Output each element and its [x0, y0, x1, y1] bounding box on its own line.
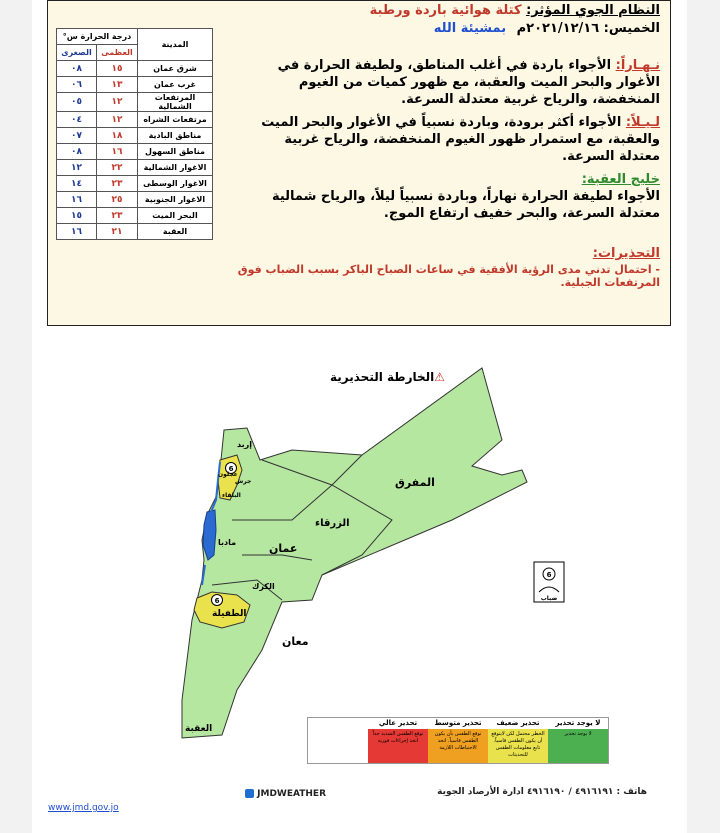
date-text: الخميس: ٢٠٢١/١٢/١٦م	[516, 21, 660, 36]
svg-text:6: 6	[228, 465, 234, 473]
brand-footer	[245, 789, 326, 799]
bulletin-page	[32, 0, 687, 833]
temp-header: درجة الحرارة س°	[57, 29, 138, 45]
min-temp-cell: ١٦	[57, 192, 97, 208]
brand-text: JMDWEATHER	[257, 789, 327, 799]
label-ajloun: عجلون	[218, 471, 238, 478]
legend-text: توقع الطقس بأن يكون الطقس قاسياً. اتخذ الاحتياطات اللازمة	[434, 731, 482, 751]
label-aqaba: العقبة	[185, 724, 213, 734]
legend-header: لا يوجد تحذير	[548, 718, 608, 729]
max-temp-cell: ١٣	[96, 77, 137, 93]
label-maan: معان	[282, 635, 309, 648]
legend-text: توقع الطقس الشديد جداً اتخذ إجراءات فورية	[372, 731, 424, 744]
label-balqa: البلقاء	[222, 492, 241, 499]
max-temp-cell: ٢٣	[96, 176, 137, 192]
svg-text:ضباب: ضباب	[540, 595, 558, 602]
label-madaba: مادبا	[218, 538, 237, 547]
city-cell: الاغوار الوسطى	[138, 176, 213, 192]
website-link[interactable]: www.jmd.gov.jo	[48, 803, 119, 813]
min-temp-cell: ٠٦	[57, 77, 97, 93]
legend-item	[488, 718, 548, 763]
min-temp-cell: ٠٨	[57, 144, 97, 160]
min-temp-cell: ٠٧	[57, 128, 97, 144]
warnings-text: - احتمال تدني مدى الرؤية الأفقية في ساعات الصباح الباكر بسبب الضباب فوق المرتفعات الجبلية.	[237, 263, 660, 289]
legend-item	[368, 718, 428, 763]
map-region-green	[182, 368, 527, 738]
city-cell: الاغوار الجنوبية	[138, 192, 213, 208]
city-cell: مناطق السهول	[138, 144, 213, 160]
label-jerash: جرش	[235, 478, 252, 485]
fog-legend-symbol	[534, 562, 564, 602]
legend-item	[428, 718, 488, 763]
map-title-text: الخارطة التحذيرية	[330, 370, 435, 384]
max-temp-cell: ١٢	[96, 93, 137, 112]
min-temp-cell: ١٢	[57, 160, 97, 176]
label-zarqa: الزرقاء	[315, 518, 350, 529]
min-temp-cell: ٠٨	[57, 61, 97, 77]
system-value: كتلة هوائية باردة ورطبة	[369, 3, 522, 18]
min-temp-cell: ٠٤	[57, 112, 97, 128]
max-temp-cell: ٢٥	[96, 192, 137, 208]
day-key: نـهـاراً:	[615, 58, 660, 73]
city-cell: الاغوار الشمالية	[138, 160, 213, 176]
legend-text: الخطر محتمل لكن لايتوقع أن يكون الطقس قاسياً. تابع معلومات الطقس للتحديثات	[491, 731, 545, 758]
max-temp-cell: ١٨	[96, 128, 137, 144]
warnings-title: التحذيرات:	[592, 246, 660, 261]
city-cell: شرق عمان	[138, 61, 213, 77]
label-tafilah: الطفيلة	[212, 609, 247, 619]
phone-footer: هاتف : ٤٩١٦١٩١ / ٤٩١٦١٩٠ ادارة الأرصاد الجوية	[437, 787, 647, 797]
min-temp-cell: ١٦	[57, 224, 97, 240]
city-cell: مرتفعات الشراه	[138, 112, 213, 128]
night-key: لـيـلاً:	[625, 115, 660, 130]
min-temp-cell: ٠٥	[57, 93, 97, 112]
warning-legend	[307, 717, 609, 764]
weather-app-icon	[245, 789, 254, 798]
fog-symbol-south	[212, 595, 223, 606]
aqaba-gulf-title: خليج العقبة:	[581, 172, 660, 187]
city-cell: غرب عمان	[138, 77, 213, 93]
max-temp-cell: ٢١	[96, 224, 137, 240]
legend-header: تحذير متوسط	[428, 718, 488, 729]
aqaba-gulf-text: الأجواء لطيفة الحرارة نهاراً، وباردة نسبياً ليلاً، والرياح شمالية معتدلة السرعة، والبحر خفيف ارتفاع الموج.	[271, 189, 660, 221]
city-cell: البحر الميت	[138, 208, 213, 224]
min-temp-cell: ١٤	[57, 176, 97, 192]
city-cell: المرتفعات الشمالية	[138, 93, 213, 112]
legend-text: لا يوجد تحذير	[564, 731, 592, 737]
night-text: الأجواء أكثر برودة، وباردة نسبياً في الأغوار والبحر الميت والعقبة، مع استمرار ظهور الغيوم المنخفضة، والرياح غربية معتدلة السرعة.	[261, 115, 660, 164]
label-irbid: إربد	[237, 440, 252, 449]
max-temp-cell: ١٢	[96, 112, 137, 128]
min-header: الصغرى	[57, 45, 97, 61]
label-mafraq: المفرق	[395, 476, 435, 489]
legend-header: تحذير عالي	[368, 718, 428, 729]
city-header: المدينة	[138, 29, 213, 61]
warning-triangle-icon: ⚠	[434, 370, 446, 384]
min-temp-cell: ١٥	[57, 208, 97, 224]
city-cell: مناطق البادية	[138, 128, 213, 144]
label-karak: الكرك	[252, 582, 275, 591]
max-temp-cell: ٢٢	[96, 160, 137, 176]
svg-text:6: 6	[546, 571, 552, 579]
max-temp-cell: ٢٣	[96, 208, 137, 224]
inshallah-text: بمشيئة الله	[433, 21, 507, 36]
label-amman: عمان	[269, 542, 298, 555]
jordan-warning-map	[32, 0, 687, 833]
legend-item	[548, 718, 608, 763]
day-text: الأجواء باردة في أغلب المناطق، ولطيفة الحرارة في الأغوار والبحر الميت والعقبة، مع ظهور كميات من الغيوم المنخفضة، والرياح غربية معتدلة السرعة.	[277, 58, 660, 107]
max-temp-cell: ١٥	[96, 61, 137, 77]
legend-header: تحذير ضعيف	[488, 718, 548, 729]
svg-text:6: 6	[214, 597, 220, 605]
system-label: النظام الجوي المؤثر:	[526, 3, 660, 18]
max-temp-cell: ١٦	[96, 144, 137, 160]
max-header: العظمى	[96, 45, 137, 61]
city-cell: العقبة	[138, 224, 213, 240]
